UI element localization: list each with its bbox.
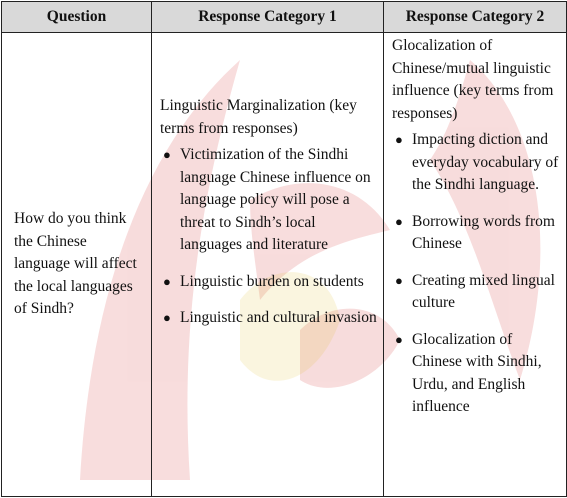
- bullet-icon: ●: [163, 273, 171, 289]
- bullet-icon: ●: [163, 147, 171, 162]
- list-item: [395, 211, 560, 256]
- category-1-cell: [152, 33, 384, 497]
- list-item: [163, 307, 377, 330]
- category-2-title: Glocalization of Chinese/mutual linguistic influence (key terms from responses): [392, 37, 554, 122]
- bullet-icon: ●: [163, 310, 171, 325]
- category-2-cell: [384, 33, 567, 497]
- table-row: [2, 33, 567, 497]
- list-item-text: Impacting diction and everyday vocabulary of the Sindhi language.: [412, 131, 559, 193]
- question-cell: [2, 33, 152, 497]
- list-item-text: Glocalization of Chinese with Sindhi, Urdu, and English influence: [412, 330, 542, 415]
- category-2-list: [392, 129, 560, 419]
- header-question: Question: [2, 2, 152, 33]
- header-row: [2, 2, 567, 33]
- list-item: [395, 129, 560, 197]
- list-item-text: Creating mixed lingual culture: [412, 271, 555, 311]
- list-item-text: Borrowing words from Chinese: [412, 212, 555, 252]
- bullet-icon: ●: [395, 213, 403, 229]
- header-response-category-1: Response Category 1: [152, 2, 384, 33]
- list-item: [395, 329, 560, 419]
- header-response-category-2: Response Category 2: [384, 2, 567, 33]
- bullet-icon: ●: [395, 272, 403, 288]
- list-item: [163, 144, 377, 257]
- list-item: [163, 271, 377, 294]
- list-item-text: Linguistic and cultural invasion: [180, 309, 377, 326]
- bullet-icon: ●: [395, 331, 403, 347]
- list-item-text: Victimization of the Sindhi language Chinese influence on language policy will pose a threat to Sindh’s local languages and literature: [180, 146, 371, 253]
- bullet-icon: ●: [395, 132, 403, 147]
- list-item-text: Linguistic burden on students: [180, 272, 364, 290]
- list-item: [395, 270, 560, 315]
- question-text: How do you think the Chinese language will affect the local languages of Sindh?: [14, 210, 137, 318]
- category-1-title: Linguistic Marginalization (key terms from responses): [160, 97, 357, 137]
- category-1-list: [160, 144, 377, 330]
- survey-response-table: [1, 1, 567, 497]
